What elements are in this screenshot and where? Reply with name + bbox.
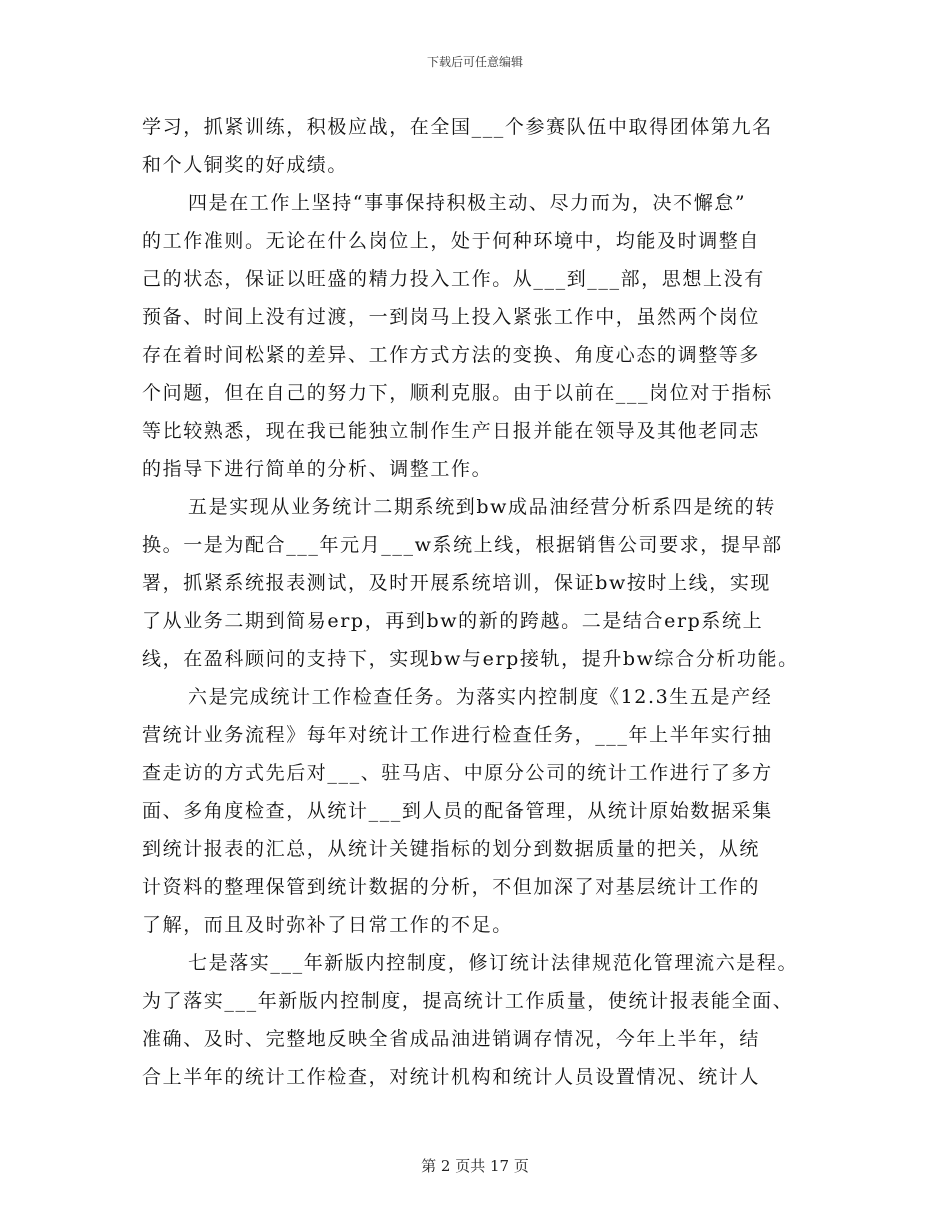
body-line: 学习，抓紧训练，积极应战，在全国___个参赛队伍中取得团体第九名	[142, 116, 773, 138]
body-line: 面、多角度检查，从统计___到人员的配备管理，从统计原始数据采集	[142, 800, 773, 822]
body-line: 了从业务二期到简易erp，再到bw的新的跨越。二是结合erp系统上	[142, 610, 764, 632]
body-line: 计资料的整理保管到统计数据的分析，不但加深了对基层统计工作的	[142, 876, 761, 898]
body-line: 合上半年的统计工作检查，对统计机构和统计人员设置情况、统计人	[142, 1066, 761, 1088]
page-number: 第 2 页共 17 页	[421, 1157, 529, 1175]
body-line: 六是完成统计工作检查任务。为落实内控制度《12.3生五是产经	[188, 686, 773, 708]
body-line: 五是实现从业务统计二期系统到bw成品油经营分析系四是统的转	[188, 496, 776, 518]
body-line: 查走访的方式先后对___、驻马店、中原分公司的统计工作进行了多方	[142, 762, 773, 784]
page-header-note: 下载后可任意编辑	[426, 55, 523, 69]
body-line: 了解，而且及时弥补了日常工作的不足。	[142, 914, 513, 936]
body-line: 个问题，但在自己的努力下，顺利克服。由于以前在___岗位对于指标	[142, 382, 773, 404]
body-line: 的指导下进行简单的分析、调整工作。	[142, 458, 493, 480]
body-line: 等比较熟悉，现在我已能独立制作生产日报并能在领导及其他老同志	[142, 420, 761, 442]
body-line: 换。一是为配合___年元月___w系统上线，根据销售公司要求，提早部	[142, 534, 783, 556]
body-line: 营统计业务流程》每年对统计工作进行检查任务，___年上半年实行抽	[142, 724, 773, 746]
body-line: 的工作准则。无论在什么岗位上，处于何种环境中，均能及时调整自	[142, 230, 761, 252]
body-line: 署，抓紧系统报表测试，及时开展系统培训，保证bw按时上线，实现	[142, 572, 772, 594]
body-line: 己的状态，保证以旺盛的精力投入工作。从___到___部，思想上没有	[142, 268, 765, 290]
body-line: 预备、时间上没有过渡，一到岗马上投入紧张工作中，虽然两个岗位	[142, 306, 761, 328]
body-line: 线，在盈科顾问的支持下，实现bw与erp接轨，提升bw综合分析功能。	[142, 648, 799, 670]
body-line: 七是落实___年新版内控制度，修订统计法律规范化管理流六是程。	[188, 952, 799, 974]
body-line: 到统计报表的汇总，从统计关键指标的划分到数据质量的把关，从统	[142, 838, 761, 860]
body-line: 存在着时间松紧的差异、工作方式方法的变换、角度心态的调整等多	[142, 344, 761, 366]
body-line: 和个人铜奖的好成绩。	[142, 154, 349, 176]
body-line: 为了落实___年新版内控制度，提高统计工作质量，使统计报表能全面、	[142, 990, 794, 1012]
body-line: 四是在工作上坚持“事事保持积极主动、尽力而为，决不懈怠”	[188, 192, 747, 214]
body-line: 准确、及时、完整地反映全省成品油进销调存情况，今年上半年，结	[142, 1028, 761, 1050]
